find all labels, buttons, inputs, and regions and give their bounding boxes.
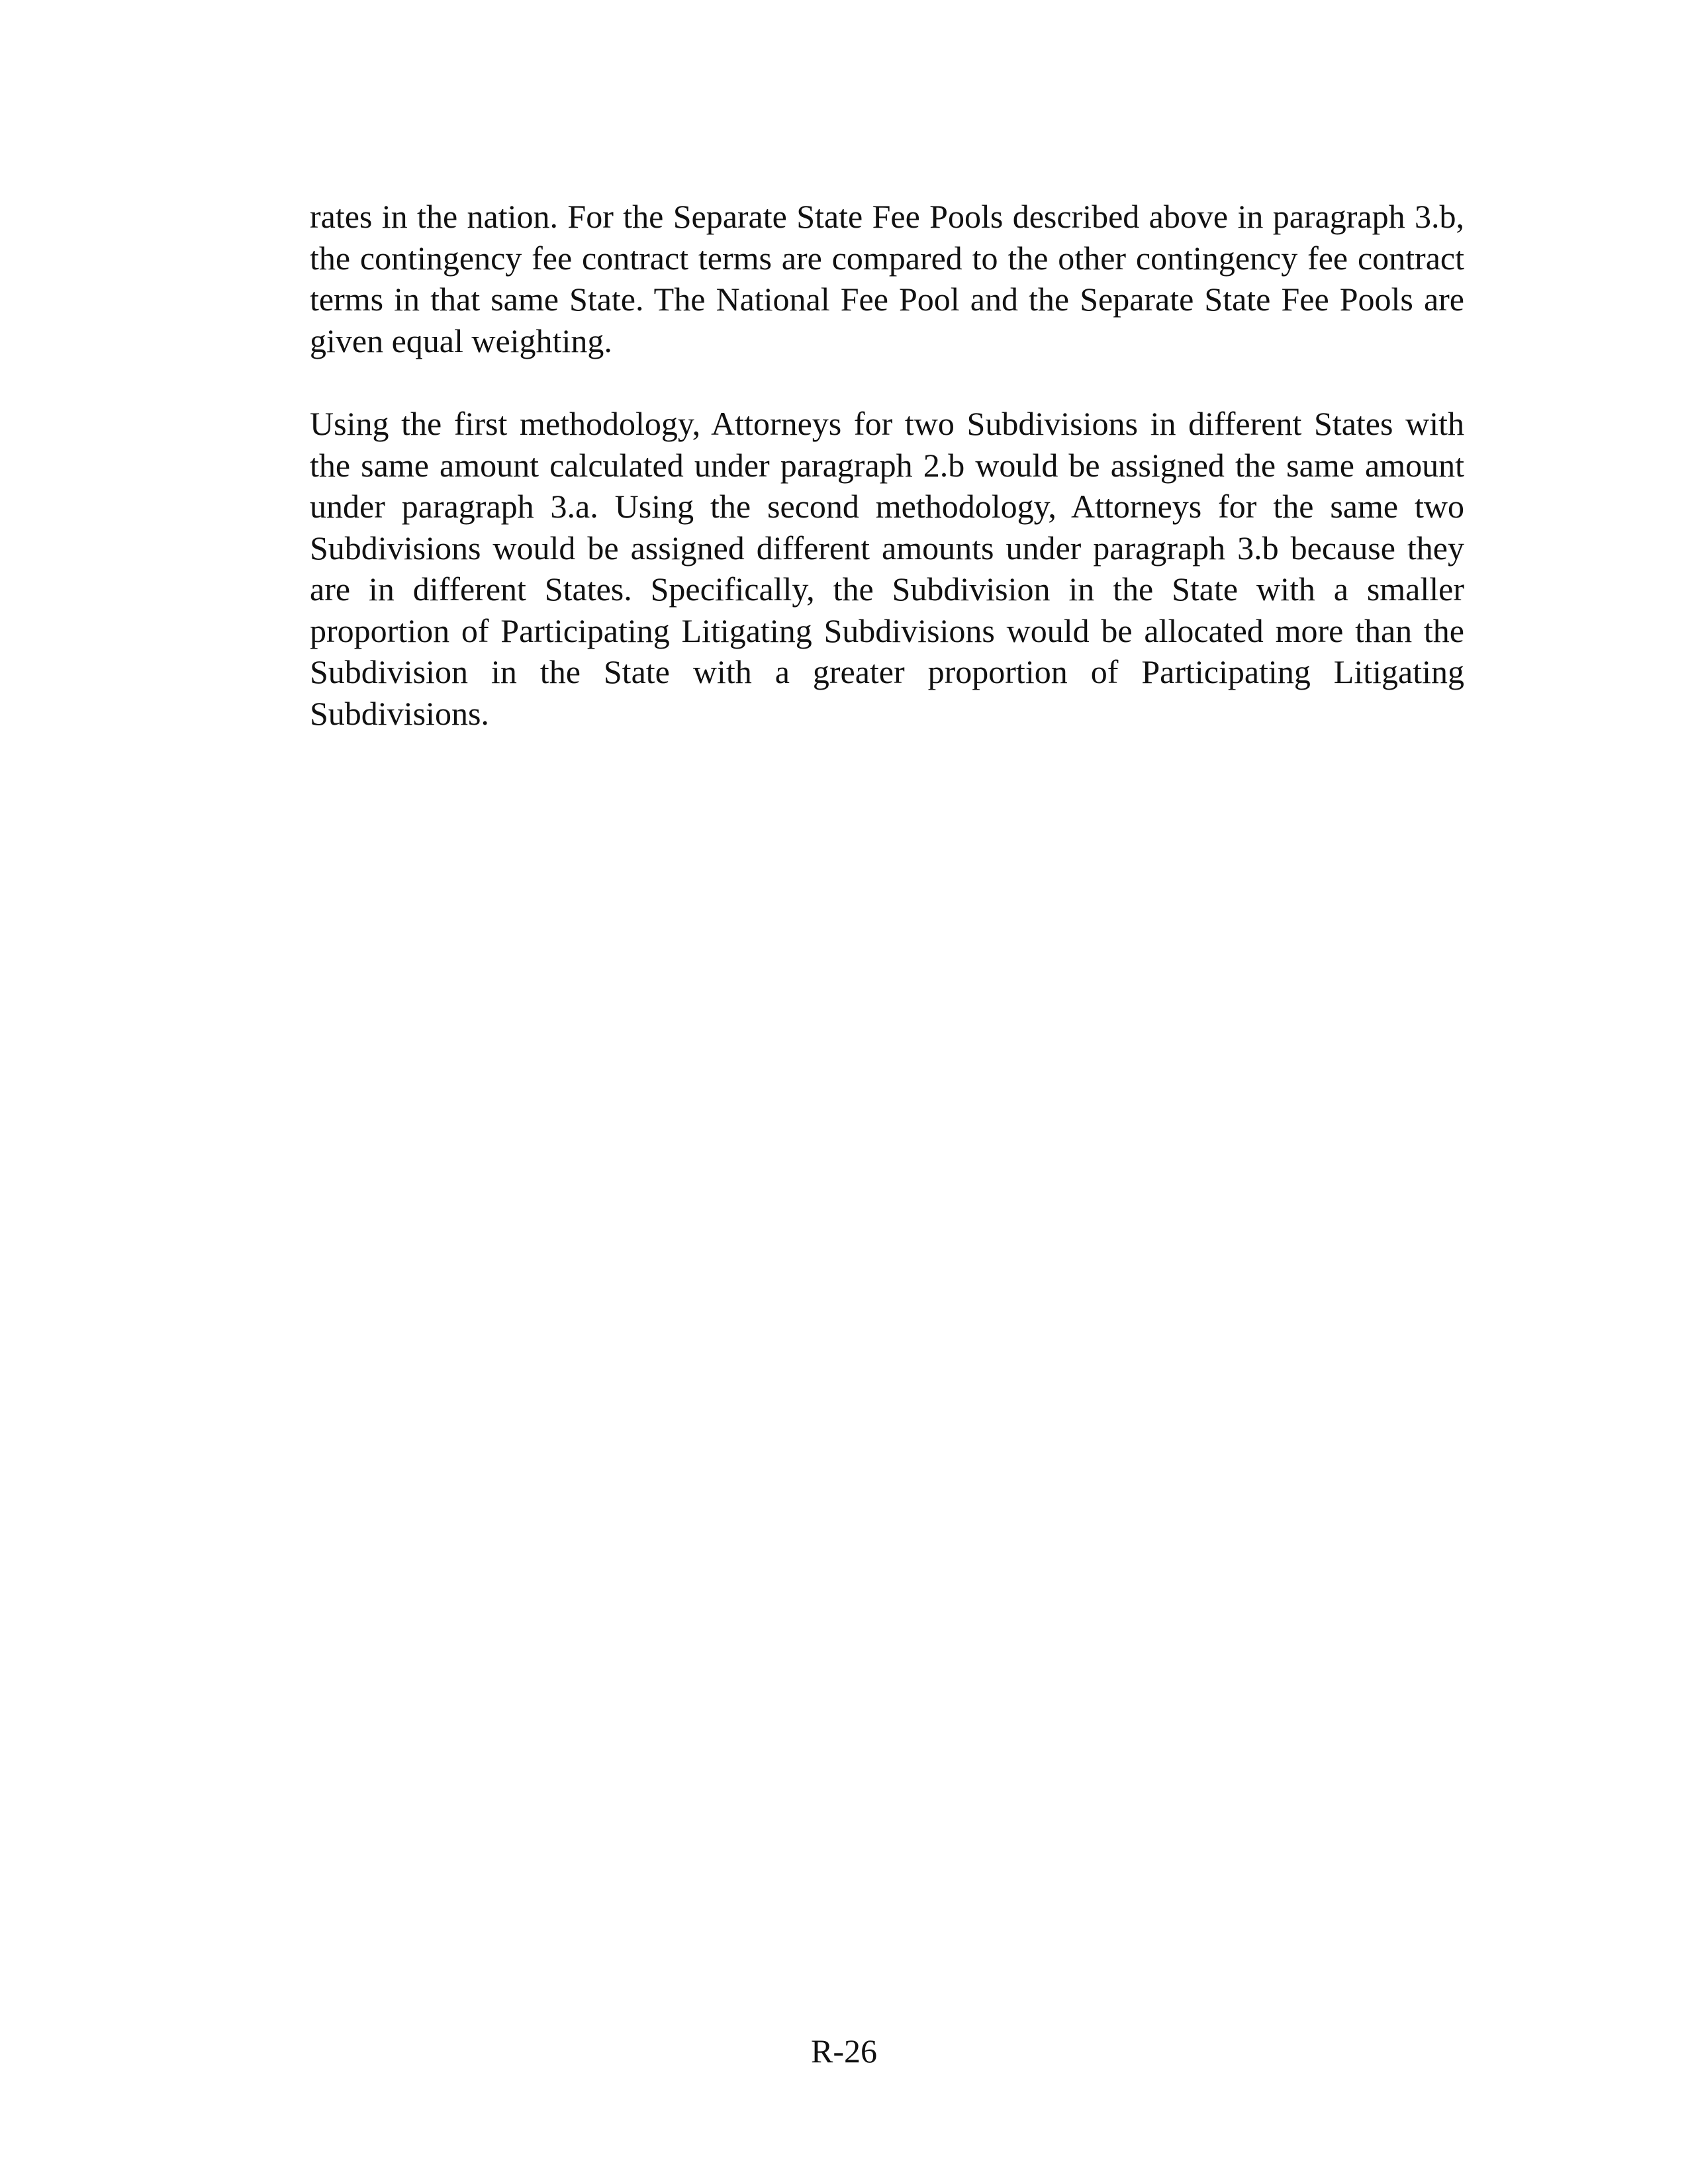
paragraph-1: rates in the nation. For the Separate State Fee Pools described above in paragraph 3.b, the contingency fee contract terms are compared to the other contingency fee contract terms in that same State. The National Fee Pool and the Separate State Fee Pools are given equal weighting. <box>310 198 1464 359</box>
page-number: R-26 <box>811 2032 877 2070</box>
body-text <box>310 196 1464 776</box>
paragraph-2: Using the first methodology, Attorneys for two Subdivisions in different States with the same amount calculated under paragraph 2.b would be assigned the same amount under paragraph 3.a. Using the second methodology, Attorneys for the same two Subdivisions would be assigned different amounts under paragraph 3.b because they are in different States. Specifically, the Subdivision in the State with a smaller proportion of Participating Litigating Subdivisions would be allocated more than the Subdivision in the State with a greater proportion of Participating Litigating Subdivisions. <box>310 405 1464 732</box>
